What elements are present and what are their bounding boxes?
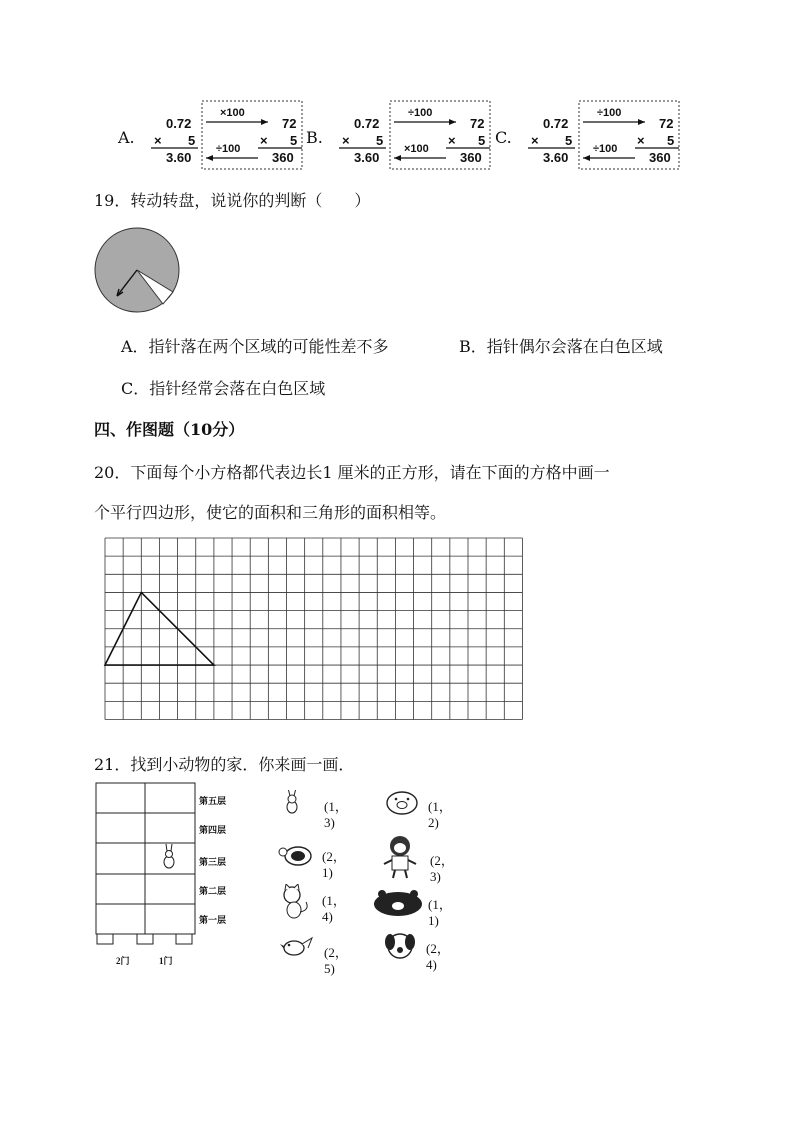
question-21-text: 21．找到小动物的家．你来画一画． xyxy=(94,755,355,774)
product-integer: 360 xyxy=(460,150,482,165)
multiply-sign-right: × xyxy=(637,133,645,148)
floor-2-label: 第二层 xyxy=(199,886,227,896)
door-2-label: 2门 xyxy=(116,956,130,966)
dashed-frame xyxy=(390,101,490,169)
animal-coordinate: (2，4) xyxy=(426,941,450,972)
conversion-arrows xyxy=(306,98,491,172)
q18-option-b[interactable] xyxy=(306,98,491,172)
factor-decimal: 0.72 xyxy=(354,116,380,131)
rabbit-in-building-icon xyxy=(164,844,174,868)
animal-coordinate: (1，3) xyxy=(324,799,348,830)
multiply-sign: × xyxy=(342,133,350,148)
arrow-bottom-head xyxy=(206,155,213,161)
q19-option-b: B．指针偶尔会落在白色区域 xyxy=(459,337,663,356)
factor-multiplier: 5 xyxy=(565,133,573,148)
dashed-frame xyxy=(202,101,302,169)
arrow-top-head xyxy=(449,119,456,125)
arrow-bottom-head xyxy=(583,155,590,161)
arrow-top-head xyxy=(261,119,268,125)
q19-option-a: A．指针落在两个区域的可能性差不多 xyxy=(121,337,389,356)
question-19-text: 19．转动转盘，说说你的判断（ ） xyxy=(94,191,371,210)
animal-coordinate: (1，1) xyxy=(428,897,452,928)
arrow-top-head xyxy=(638,119,645,125)
floor-5-label: 第五层 xyxy=(199,796,227,806)
option-label: B. xyxy=(306,128,323,147)
factor-decimal: 0.72 xyxy=(543,116,569,131)
top-operation: ÷100 xyxy=(408,107,433,119)
factor-decimal: 0.72 xyxy=(166,116,192,131)
question-20-line2: 个平行四边形，使它的面积和三角形的面积相等。 xyxy=(94,503,447,522)
floor-1-label: 第一层 xyxy=(199,915,227,925)
conversion-arrows xyxy=(118,98,303,172)
spinner-diagram xyxy=(93,226,183,316)
floor-3-label: 第三层 xyxy=(199,857,227,867)
conversion-arrows xyxy=(495,98,680,172)
factor-integer: 72 xyxy=(659,116,674,131)
product-decimal: 3.60 xyxy=(543,150,569,165)
factor-integer: 72 xyxy=(470,116,485,131)
factor-multiplier: 5 xyxy=(188,133,196,148)
bottom-operation: ÷100 xyxy=(216,143,241,155)
top-operation: ÷100 xyxy=(597,107,622,119)
animal-coordinate: (2，3) xyxy=(430,853,454,884)
bottom-operation: ÷100 xyxy=(593,143,618,155)
animal-coordinate: (2，5) xyxy=(324,945,348,976)
q18-option-a[interactable] xyxy=(118,98,303,172)
multiply-sign: × xyxy=(154,133,162,148)
product-integer: 360 xyxy=(272,150,294,165)
factor-integer: 72 xyxy=(282,116,297,131)
product-integer: 360 xyxy=(649,150,671,165)
multiply-sign-right: × xyxy=(448,133,456,148)
option-label: C. xyxy=(495,128,512,147)
door-1-label: 1门 xyxy=(159,956,173,966)
arrow-bottom-head xyxy=(394,155,401,161)
bottom-operation: ×100 xyxy=(404,143,429,155)
product-decimal: 3.60 xyxy=(166,150,192,165)
bear-icon xyxy=(372,888,426,934)
animal-coordinate: (2，1) xyxy=(322,849,346,880)
dashed-frame xyxy=(579,101,679,169)
section-4-title: 四、作图题（10分） xyxy=(94,420,245,439)
floor-4-label: 第四层 xyxy=(199,825,227,835)
monkey-icon xyxy=(382,834,436,880)
multiply-sign: × xyxy=(531,133,539,148)
product-decimal: 3.60 xyxy=(354,150,380,165)
building-diagram xyxy=(95,782,205,952)
factor-multiplier: 5 xyxy=(376,133,384,148)
factor-multiplier-right: 5 xyxy=(667,133,675,148)
square-grid[interactable] xyxy=(103,536,531,724)
q18-option-c[interactable] xyxy=(495,98,680,172)
factor-multiplier-right: 5 xyxy=(290,133,298,148)
factor-multiplier-right: 5 xyxy=(478,133,486,148)
animal-coordinate: (1，2) xyxy=(428,799,452,830)
multiply-sign-right: × xyxy=(260,133,268,148)
question-20-line1: 20．下面每个小方格都代表边长1 厘米的正方形，请在下面的方格中画一 xyxy=(94,463,610,482)
top-operation: ×100 xyxy=(220,107,245,119)
animal-coordinate: (1，4) xyxy=(322,893,346,924)
q19-option-c: C．指针经常会落在白色区域 xyxy=(121,379,326,398)
option-label: A. xyxy=(118,128,135,147)
